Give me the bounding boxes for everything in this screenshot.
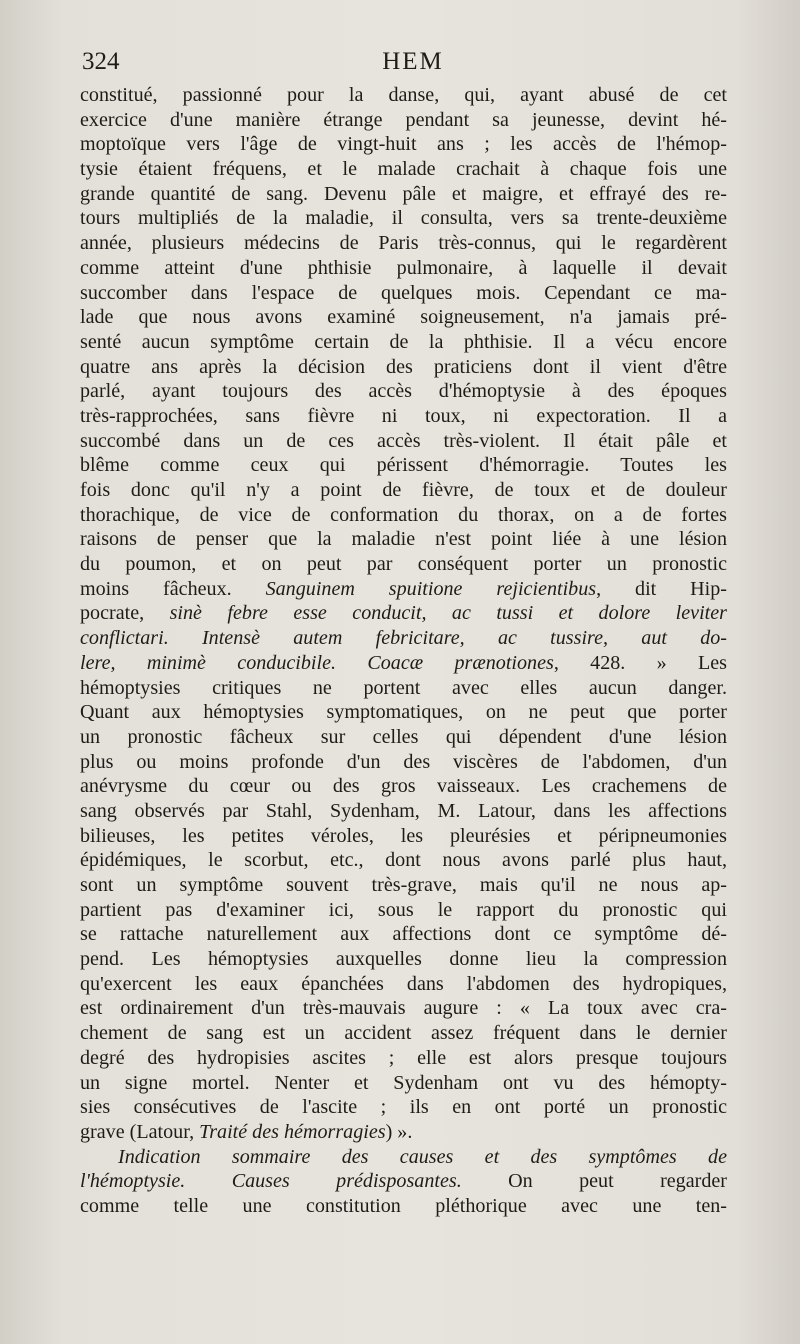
text-line: hémoptysies critiques ne portent avec elles aucun danger. — [80, 676, 727, 699]
text-line: moins fâcheux. Sanguinem spuitione rejicientibus, dit Hip- — [80, 577, 727, 600]
text-line: raisons de penser que la maladie n'est point liée à une lésion — [80, 528, 727, 551]
text-line: plus ou moins profonde d'un des viscères de l'abdomen, d'un — [80, 750, 727, 773]
text-line: comme atteint d'une phthisie pulmonaire, à laquelle il devait — [80, 256, 727, 279]
text-line: partient pas d'examiner ici, sous le rapport du pronostic qui — [80, 898, 727, 921]
text-line: senté aucun symptôme certain de la phthisie. Il a vécu encore — [80, 330, 727, 353]
page-number: 324 — [82, 48, 120, 75]
text-line: se rattache naturellement aux affections dont ce symptôme dé- — [80, 923, 727, 946]
text-line: sies consécutives de l'ascite ; ils en ont porté un pronostic — [80, 1096, 727, 1119]
text-line: pocrate, sinè febre esse conducit, ac tussi et dolore leviter — [80, 602, 728, 625]
text-line: quatre ans après la décision des praticiens dont il vient d'être — [80, 355, 727, 378]
running-head: HEM — [382, 48, 444, 75]
text-line: très-rapprochées, sans fièvre ni toux, ni expectoration. Il a — [80, 404, 727, 427]
page-header — [82, 48, 744, 82]
text-line: chement de sang est un accident assez fréquent dans le dernier — [80, 1022, 727, 1045]
text-line: l'hémoptysie. Causes prédisposantes. On peut regarder — [80, 1170, 727, 1193]
text-line: parlé, ayant toujours des accès d'hémoptysie à des époques — [80, 380, 727, 403]
text-line: thorachique, de vice de conformation du thorax, on a de fortes — [80, 503, 727, 526]
text-line: succomber dans l'espace de quelques mois. Cependant ce ma- — [80, 281, 727, 304]
text-line: pend. Les hémoptysies auxquelles donne lieu la compression — [80, 948, 727, 971]
text-line: un signe mortel. Nenter et Sydenham ont vu des hémopty- — [80, 1071, 727, 1094]
text-line: Indication sommaire des causes et des symptômes de — [118, 1145, 727, 1168]
text-line: année, plusieurs médecins de Paris très-connus, qui le regardèrent — [80, 232, 727, 255]
text-line: un pronostic fâcheux sur celles qui dépendent d'une lésion — [80, 725, 727, 748]
text-line: Quant aux hémoptysies symptomatiques, on ne peut que porter — [80, 701, 727, 724]
text-line: succombé dans un de ces accès très-violent. Il était pâle et — [80, 429, 727, 452]
text-line: degré des hydropisies ascites ; elle est alors presque toujours — [80, 1046, 727, 1069]
text-line: du poumon, et on peut par conséquent porter un pronostic — [80, 553, 727, 576]
text-line: exercice d'une manière étrange pendant sa jeunesse, devint hé- — [80, 108, 727, 131]
text-line: épidémiques, le scorbut, etc., dont nous avons parlé plus haut, — [80, 849, 727, 872]
text-line: lade que nous avons examiné soigneusement, n'a jamais pré- — [80, 306, 727, 329]
text-line: tysie étaient fréquens, et le malade crachait à chaque fois une — [80, 158, 727, 181]
text-line: sont un symptôme souvent très-grave, mais qu'il ne nous ap- — [80, 874, 727, 896]
text-line: qu'exercent les eaux épanchées dans l'abdomen des hydropiques, — [80, 972, 727, 995]
text-line: moptoïque vers l'âge de vingt-huit ans ; les accès de l'hémop- — [80, 133, 727, 156]
text-line: tours multipliés de la maladie, il consulta, vers sa trente-deuxième — [80, 207, 727, 230]
body-text — [80, 83, 727, 1219]
text-line: grave (Latour, Traité des hémorragies) ». — [80, 1120, 413, 1143]
text-line: constitué, passionné pour la danse, qui, ayant abusé de cet — [80, 84, 727, 106]
text-line: conflictari. Intensè autem febricitare, ac tussire, aut do- — [80, 627, 727, 650]
text-line: sang observés par Stahl, Sydenham, M. Latour, dans les affections — [80, 799, 727, 822]
text-line: bilieuses, les petites véroles, les pleurésies et péripneumonies — [80, 824, 727, 847]
text-line: fois donc qu'il n'y a point de fièvre, de toux et de douleur — [80, 479, 727, 501]
text-line: lere, minimè conducibile. Coacæ prænotiones, 428. » Les — [80, 651, 727, 674]
text-line: grande quantité de sang. Devenu pâle et maigre, et effrayé des re- — [80, 182, 727, 205]
text-line: blême comme ceux qui périssent d'hémorragie. Toutes les — [80, 454, 727, 477]
text-line: comme telle une constitution pléthorique avec une ten- — [80, 1194, 727, 1217]
text-line: anévrysme du cœur ou des gros vaisseaux. Les crachemens de — [80, 775, 727, 798]
text-line: est ordinairement d'un très-mauvais augure : « La toux avec cra- — [80, 997, 727, 1020]
